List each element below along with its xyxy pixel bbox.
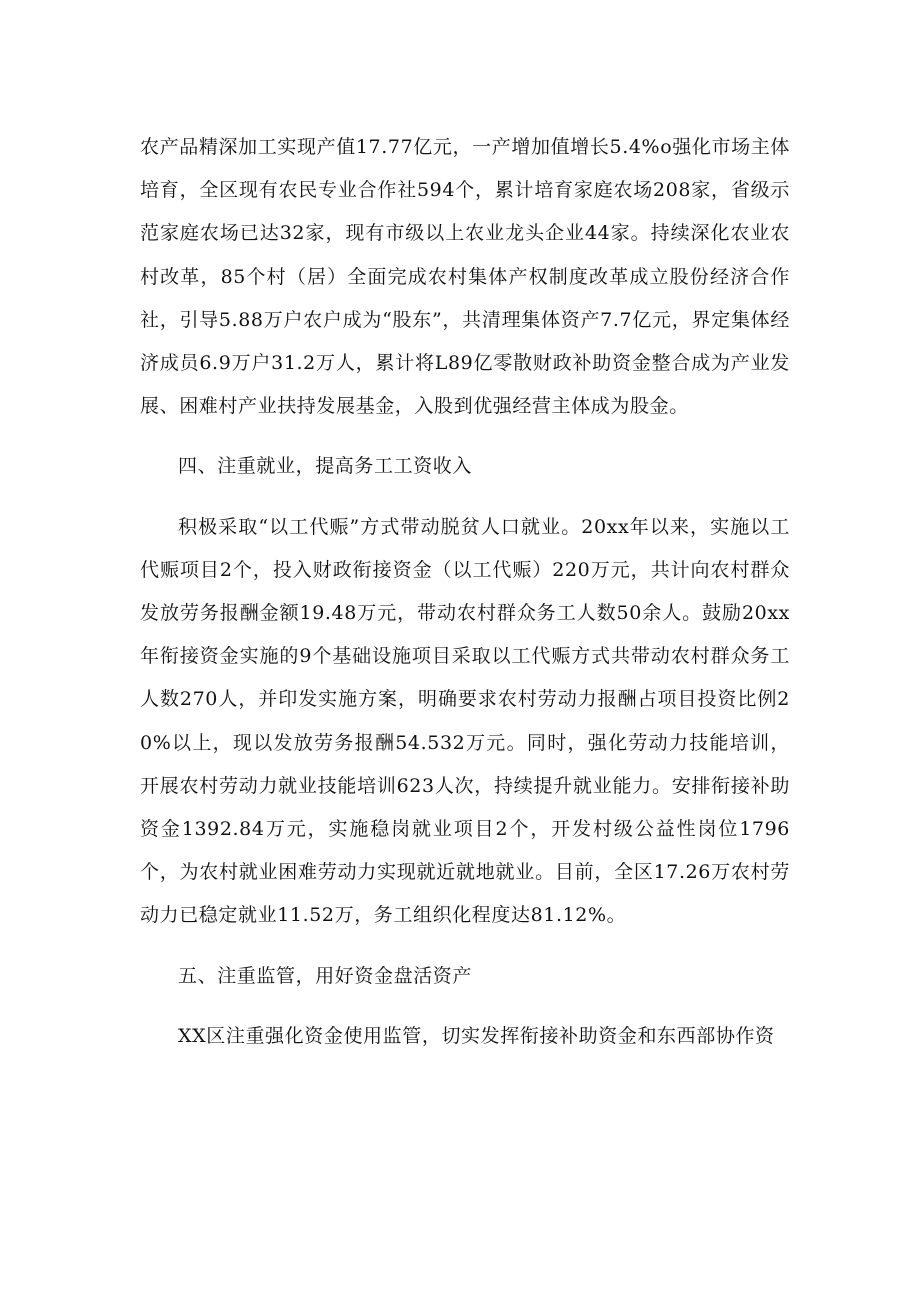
paragraph-gap (140, 998, 790, 1015)
paragraph-gap (140, 489, 790, 506)
paragraph-employment: 积极采取“以工代赈”方式带动脱贫人口就业。20xx年以来，实施以工代赈项目2个，投入财政衔接资金（以工代赈）220万元，共计向农村群众发放劳务报酬金额19.48万元，带动农村群众务工人数50余人。鼓励20xx年衔接资金实施的9个基础设施项目采取以工代赈方式共带动农村群众务工人数270人，并印发实施方案，明确要求农村劳动力报酬占项目投资比例20%以上，现以发放劳务报酬54.532万元。同时，强化劳动力技能培训，开展农村劳动力就业技能培训623人次，持续提升就业能力。安排衔接补助资金1392.84万元，实施稳岗就业项目2个，开发村级公益性岗位1796个，为农村就业困难劳动力实现就近就地就业。目前，全区17.26万农村劳动力已稳定就业11.52万，务工组织化程度达81.12%。 (140, 515, 790, 927)
paragraph-gap (140, 938, 790, 955)
document-page (140, 126, 790, 1058)
paragraph-agriculture-reform: 农产品精深加工实现产值17.77亿元，一产增加值增长5.4%o强化市场主体培育，全区现有农民专业合作社594个，累计培育家庭农场208家，省级示范家庭农场已达32家，现有市级以上农业龙头企业44家。持续深化农业农村改革，85个村（居）全面完成农村集体产权制度改革成立股份经济合作社，引导5.88万户农户成为“股东”，共清理集体资产7.7亿元，界定集体经济成员6.9万户31.2万人，累计将L89亿零散财政补助资金整合成为产业发展、困难村产业扶持发展基金，入股到优强经营主体成为股金。 (140, 136, 790, 418)
paragraph-gap (140, 428, 790, 445)
section-heading-employment: 四、注重就业，提高务工工资收入 (178, 455, 473, 478)
paragraph-supervision: XX区注重强化资金使用监管，切实发挥衔接补助资金和东西部协作资 (178, 1024, 775, 1047)
section-heading-supervision: 五、注重监管，用好资金盘活资产 (178, 964, 473, 987)
